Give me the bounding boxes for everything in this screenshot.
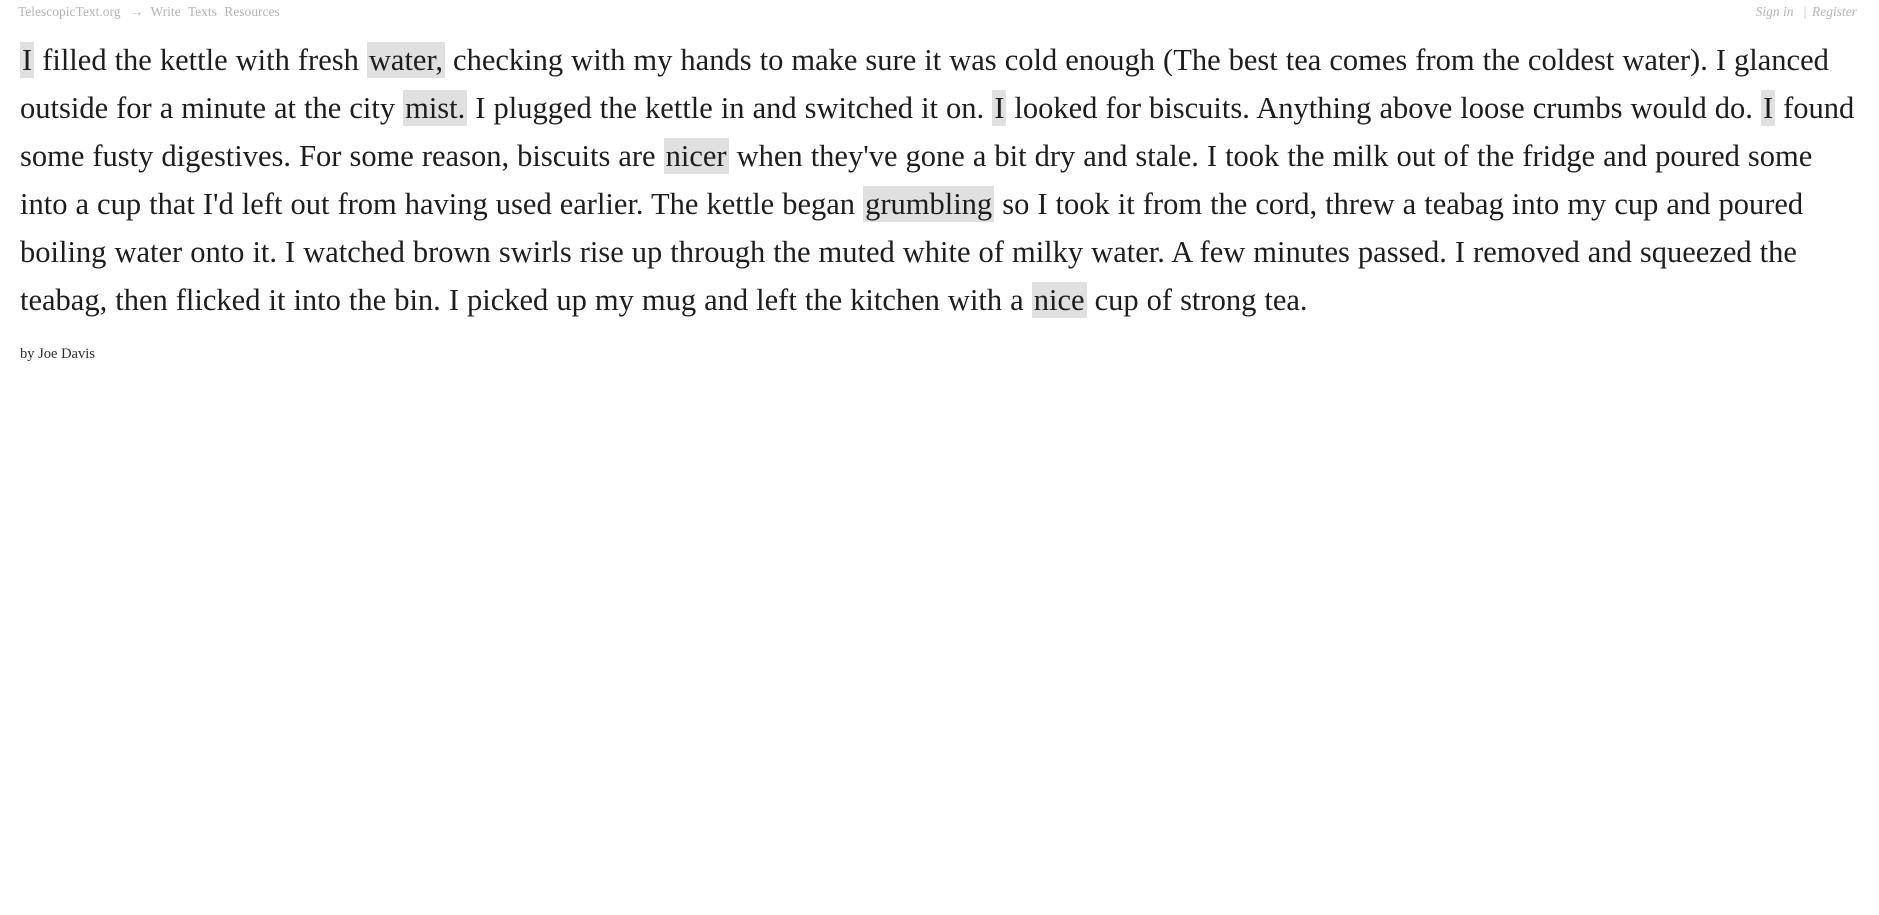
- telescopic-expand-word[interactable]: nicer: [665, 139, 727, 173]
- site-name-link[interactable]: TelescopicText.org: [18, 4, 121, 19]
- topbar-left-group: [18, 4, 284, 20]
- sign-in-link[interactable]: Sign in: [1755, 4, 1794, 19]
- topbar-account-group: [1756, 4, 1861, 20]
- telescopic-expand-word[interactable]: nice: [1033, 283, 1085, 317]
- telescopic-expand-word[interactable]: I: [22, 43, 33, 77]
- telescopic-story-text: I filled the kettle with fresh water, checking with my hands to make sure it was cold enough (The best tea comes from the coldest water). I glanced outside for a minute at the city mist. I plugged the kettle in and switched it on. I looked for biscuits. Anything above loose crumbs would do. I found some fusty digestives. For some reason, biscuits are nicer when they've gone a bit dry and stale. I took the milk out of the fridge and poured some into a cup that I'd left out from having used earlier. The kettle began grumbling so I took it from the cord, threw a teabag into my cup and poured boiling water onto it. I watched brown swirls rise up through the muted white of milky water. A few minutes passed. I removed and squeezed the teabag, then flicked it into the bin. I picked up my mug and left the kitchen with a nice cup of strong tea.: [20, 43, 1855, 317]
- telescopic-expand-word[interactable]: I: [994, 91, 1005, 125]
- telescopic-expand-word[interactable]: grumbling: [865, 187, 993, 221]
- nav-item-texts[interactable]: Texts: [187, 4, 217, 19]
- story-byline: by Joe Davis: [20, 346, 95, 362]
- register-link[interactable]: Register: [1812, 4, 1857, 19]
- nav-item-write[interactable]: Write: [150, 4, 181, 19]
- account-separator: |: [1802, 4, 1807, 19]
- top-navigation-bar: [0, 0, 1879, 26]
- story-container: [0, 26, 1879, 363]
- arrow-icon: →: [129, 4, 144, 19]
- telescopic-expand-word[interactable]: water,: [368, 43, 444, 77]
- telescopic-expand-word[interactable]: mist.: [405, 91, 466, 125]
- telescopic-expand-word[interactable]: I: [1762, 91, 1774, 125]
- nav-item-resources[interactable]: Resources: [224, 4, 280, 19]
